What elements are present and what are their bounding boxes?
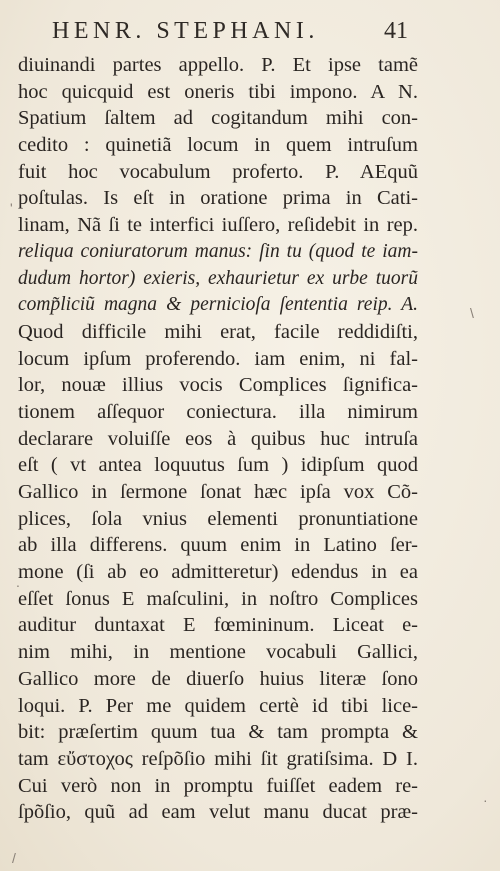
text-line: Quod difficile mihi erat, facile reddidiſti, xyxy=(18,320,418,343)
text-line: poſtulas. Is eſt in oratione prima in Cati- xyxy=(18,187,418,210)
text-line: ſpõſio, quũ ad eam velut manu ducat præ- xyxy=(18,801,418,824)
text-line: lor, nouæ illius vocis Complices ſignifica- xyxy=(18,374,418,397)
quoted-line: comp̃liciũ magna & pernicioſa ſententia reip. A. xyxy=(18,294,418,316)
text-line: Gallico in ſermone ſonat hæc ipſa vox Cõ- xyxy=(18,481,418,503)
text-line: eſſet ſonus E maſculini, in noſtro Complices xyxy=(18,587,418,610)
text-line: mone (ſi ab eo admitteretur) edendus in ea xyxy=(18,561,418,584)
page-number: 41 xyxy=(384,18,408,44)
text-line: hoc quicquid est oneris tibi impono. A N. xyxy=(18,80,418,103)
text-line: fuit hoc vocabulum proferto. P. AEquũ xyxy=(18,160,418,183)
margin-tick-mark: / xyxy=(12,850,16,866)
margin-tick-mark: . xyxy=(16,574,20,590)
quoted-line: reliqua coniuratorum manus: ſin tu (quod te iam- xyxy=(18,240,418,262)
margin-tick-mark: ' xyxy=(10,200,13,216)
text-line: eſt ( vt antea loquutus ſum ) idipſum quod xyxy=(18,454,418,477)
text-line: loqui. P. Per me quidem certè id tibi lice- xyxy=(18,694,418,717)
text-line: linam, Nã ſi te interfici iuſſero, reſidebit in rep. xyxy=(18,214,418,237)
quoted-line: dudum hortor) exieris, exhaurietur ex urbe tuorũ xyxy=(18,267,418,289)
margin-tick-mark: · xyxy=(483,792,488,808)
page-header xyxy=(52,18,480,52)
margin-tick-mark: \ xyxy=(470,305,474,321)
text-line: locum ipſum proferendo. iam enim, ni fal- xyxy=(18,347,418,370)
running-head: HENR. STEPHANI. xyxy=(52,18,319,44)
text-line: declarare voluiſſe eos à quibus huc intruſa xyxy=(18,427,418,450)
body-text xyxy=(18,52,418,826)
text-line: ab illa differens. quum enim in Latino ſer- xyxy=(18,534,418,557)
text-line: plices, ſola vnius elementi pronuntiatione xyxy=(18,507,418,530)
text-line: auditur duntaxat E fœmininum. Liceat e- xyxy=(18,614,418,637)
text-line: Cui verò non in promptu fuiſſet eadem re- xyxy=(18,774,418,797)
text-line: cedito : quinetiã locum in quem intruſum xyxy=(18,134,418,157)
text-line: bit: præſertim quum tua & tam prompta & xyxy=(18,721,418,744)
text-line: tam εὔστοχος reſpõſio mihi ſit gratiſsima. D I. xyxy=(18,747,418,770)
text-line: Gallico more de diuerſo huius literæ ſono xyxy=(18,667,418,690)
text-line: Spatium ſaltem ad cogitandum mihi con- xyxy=(18,107,418,130)
text-line: diuinandi partes appello. P. Et ipse tamẽ xyxy=(18,54,418,76)
text-line: tionem aſſequor coniectura. illa nimirum xyxy=(18,400,418,423)
text-line: nim mihi, in mentione vocabuli Gallici, xyxy=(18,641,418,664)
